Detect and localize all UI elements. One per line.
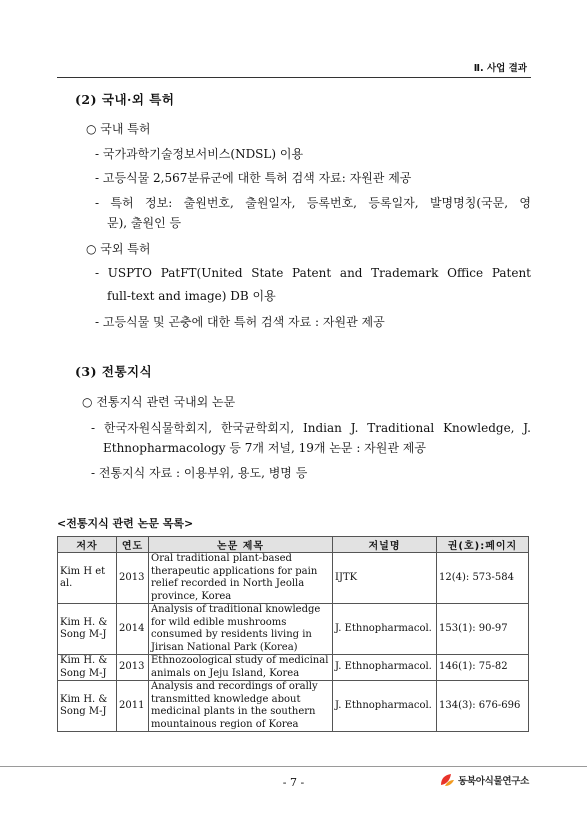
bullet-ndsl: - 국가과학기술정보서비스(NDSL) 이용 [95,147,304,161]
cell-title: Ethnozoological study of medicinal animals on Jeju Island, Korea [149,655,333,681]
subheading-domestic-patents: ○ 국내 특허 [86,122,151,136]
page-number: - 7 - [282,776,305,789]
cell-year: 2011 [117,681,149,732]
col-header-volume: 권(호):페이지 [437,537,529,553]
cell-author: Kim H. & Song M-J [58,681,117,732]
header-rule [57,77,531,78]
bullet-plants-insects-patents: - 고등식물 및 곤충에 대한 특허 검색 자료 : 자원관 제공 [95,315,385,329]
cell-volume: 146(1): 75-82 [437,655,529,681]
bullet-patent-info-line1: - 특허 정보: 출원번호, 출원일자, 등록번호, 등록일자, 발명명칭(국문, 영 [95,196,531,210]
col-header-author: 저자 [58,537,117,553]
cell-volume: 12(4): 573-584 [437,553,529,604]
subheading-traditional-papers: ○ 전통지식 관련 국내외 논문 [82,395,236,409]
col-header-title: 논문 제목 [149,537,333,553]
bullet-journals-line1: - 한국자원식물학회지, 한국균학회지, Indian J. Traditional Knowledge, J. [91,421,531,435]
cell-title: Analysis of traditional knowledge for wild edible mushrooms consumed by residents living in Jirisan National Park (Korea) [149,604,333,655]
bullet-uspto-line1: - USPTO PatFT(United State Patent and Trademark Office Patent [95,266,531,280]
cell-journal: IJTK [333,553,437,604]
table-row [58,655,529,681]
cell-year: 2013 [117,655,149,681]
bullet-uspto-line2: full-text and image) DB 이용 [107,289,276,303]
table-row [58,604,529,655]
col-header-year: 연도 [117,537,149,553]
cell-volume: 153(1): 90-97 [437,604,529,655]
subheading-foreign-patents: ○ 국외 특허 [86,242,151,256]
col-header-journal: 저널명 [333,537,437,553]
cell-volume: 134(3): 676-696 [437,681,529,732]
cell-title: Analysis and recordings of orally transmitted knowledge about medicinal plants in the southern mountainous region of Korea [149,681,333,732]
bullet-traditional-data: - 전통지식 자료 : 이용부위, 용도, 병명 등 [91,466,308,480]
bullet-journals-line2: Ethnopharmacology 등 7개 저널, 19개 논문 : 자원관 제공 [103,441,426,455]
heading-domestic-foreign-patents: (2) 국내·외 특허 [75,92,175,107]
bullet-higher-plants-patents: - 고등식물 2,567분류군에 대한 특허 검색 자료: 자원관 제공 [95,171,412,185]
cell-author: Kim H. & Song M-J [58,604,117,655]
heading-traditional-knowledge: (3) 전통지식 [75,364,153,379]
cell-title: Oral traditional plant-based therapeutic applications for pain relief recorded in North Jeolla province, Korea [149,553,333,604]
papers-table [57,536,529,732]
footer-rule [0,766,587,767]
table-row [58,553,529,604]
table-caption: <전통지식 관련 논문 목록> [57,517,194,530]
bullet-patent-info-line2: 문), 출원인 등 [107,216,182,230]
org-logo [439,773,529,787]
header-section-title: Ⅱ. 사업 결과 [473,63,527,74]
cell-year: 2014 [117,604,149,655]
cell-journal: J. Ethnopharmacol. [333,604,437,655]
cell-journal: J. Ethnopharmacol. [333,655,437,681]
cell-year: 2013 [117,553,149,604]
leaf-logo-icon [439,773,455,787]
table-header-row [58,537,529,553]
cell-author: Kim H et al. [58,553,117,604]
cell-author: Kim H. & Song M-J [58,655,117,681]
org-name: 동북아식물연구소 [457,776,529,787]
cell-journal: J. Ethnopharmacol. [333,681,437,732]
table-row [58,681,529,732]
